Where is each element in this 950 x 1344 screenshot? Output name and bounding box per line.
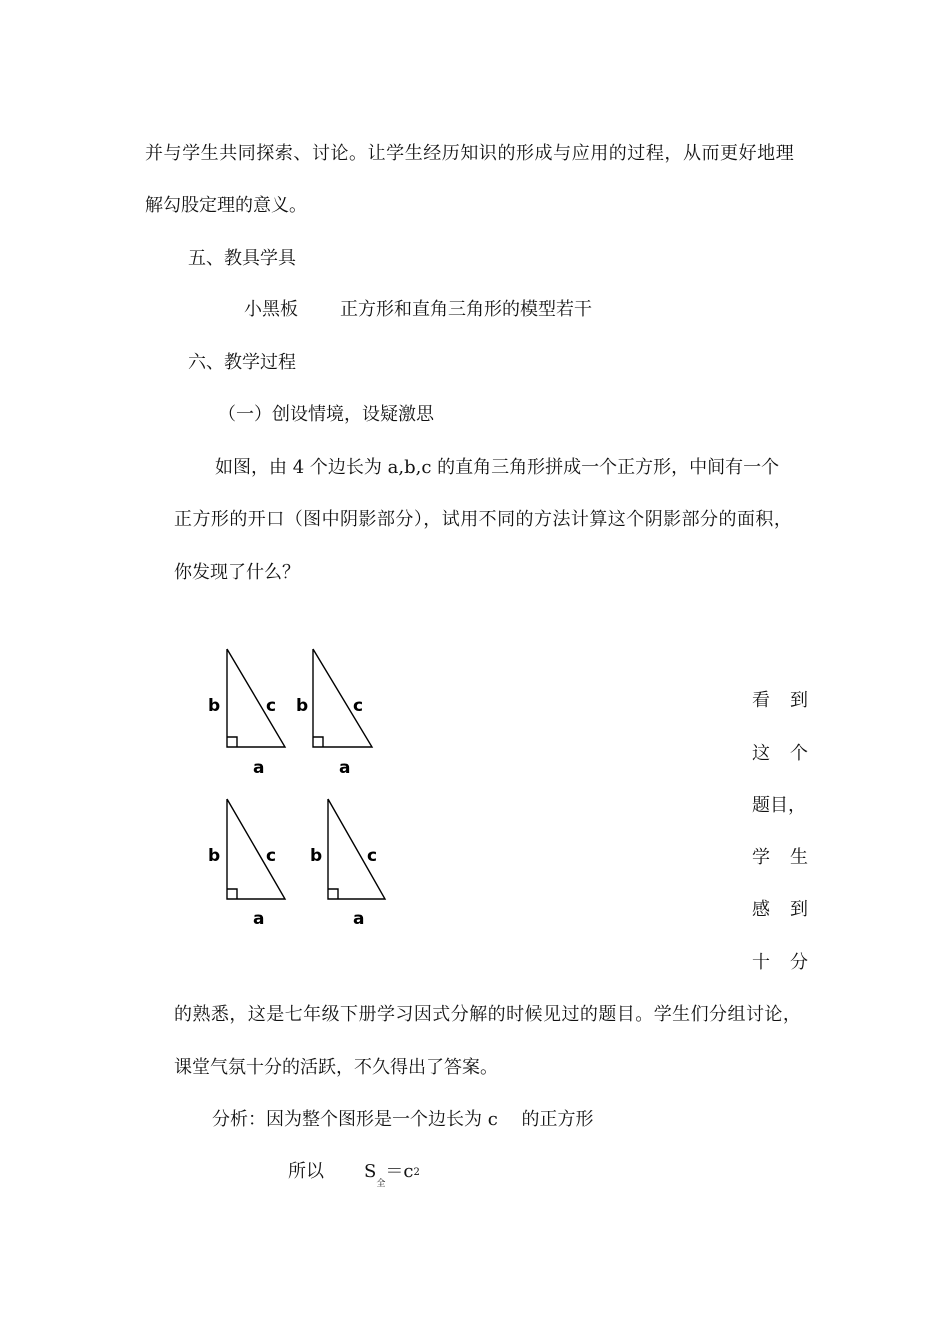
- paragraph-line: 的熟悉，这是七年级下册学习因式分解的时候见过的题目。学生们分组讨论，: [174, 1004, 802, 1025]
- label-b: b: [296, 696, 309, 716]
- analysis-line: 分析：因为整个图形是一个边长为 c 的正方形: [212, 1109, 594, 1130]
- tools-item: 正方形和直角三角形的模型若干: [340, 299, 592, 320]
- side-text-line: [752, 898, 808, 922]
- formula-s: S: [364, 1161, 377, 1182]
- label-b: b: [208, 696, 221, 716]
- label-a: a: [339, 758, 351, 778]
- triangle: [313, 649, 372, 747]
- label-c: c: [353, 696, 364, 716]
- label-a: a: [353, 909, 365, 929]
- paragraph-line: 解勾股定理的意义。: [145, 195, 307, 216]
- formula-exponent: 2: [413, 1167, 420, 1178]
- formula-prefix: 所以: [288, 1161, 324, 1182]
- paragraph-line: 正方形的开口（图中阴影部分），试用不同的方法计算这个阴影部分的面积，: [174, 509, 793, 530]
- side-text-line: [752, 794, 808, 818]
- side-char: 看: [752, 690, 770, 711]
- label-c: c: [367, 846, 378, 866]
- formula-line: [288, 1160, 420, 1187]
- side-char: 生: [790, 847, 808, 868]
- label-c: c: [266, 846, 277, 866]
- formula-rest: ＝c: [385, 1161, 414, 1182]
- side-char: 十: [752, 952, 770, 973]
- side-char: 题目，: [752, 795, 806, 816]
- subsection-heading: （一）创设情境，设疑激思: [218, 404, 434, 425]
- side-text-line: [752, 742, 808, 766]
- formula-subscript: 全: [376, 1179, 386, 1189]
- section-heading: 五、教具学具: [188, 248, 296, 269]
- paragraph-line: 你发现了什么？: [174, 562, 300, 583]
- side-char: 分: [790, 952, 808, 973]
- paragraph-line: 并与学生共同探索、讨论。让学生经历知识的形成与应用的过程，从而更好地理: [145, 143, 795, 164]
- side-char: 到: [790, 899, 808, 920]
- side-char: 个: [790, 743, 808, 764]
- label-c: c: [266, 696, 277, 716]
- side-text-line: [752, 846, 808, 870]
- label-b: b: [208, 846, 221, 866]
- side-text-line: [752, 951, 808, 975]
- side-char: 到: [790, 690, 808, 711]
- label-a: a: [253, 758, 265, 778]
- side-char: 感: [752, 899, 770, 920]
- triangle: [227, 649, 285, 747]
- paragraph-line: 如图，由 4 个边长为 a,b,c 的直角三角形拼成一个正方形，中间有一个: [215, 457, 780, 478]
- section-heading: 六、教学过程: [188, 352, 296, 373]
- label-a: a: [253, 909, 265, 929]
- paragraph-line: 课堂气氛十分的活跃，不久得出了答案。: [174, 1057, 498, 1078]
- side-text-line: [752, 689, 808, 713]
- triangle: [227, 799, 285, 899]
- side-char: 学: [752, 847, 770, 868]
- tools-item: 小黑板: [244, 299, 298, 320]
- side-char: 这: [752, 743, 770, 764]
- triangles-figure: [190, 636, 410, 936]
- label-b: b: [310, 846, 323, 866]
